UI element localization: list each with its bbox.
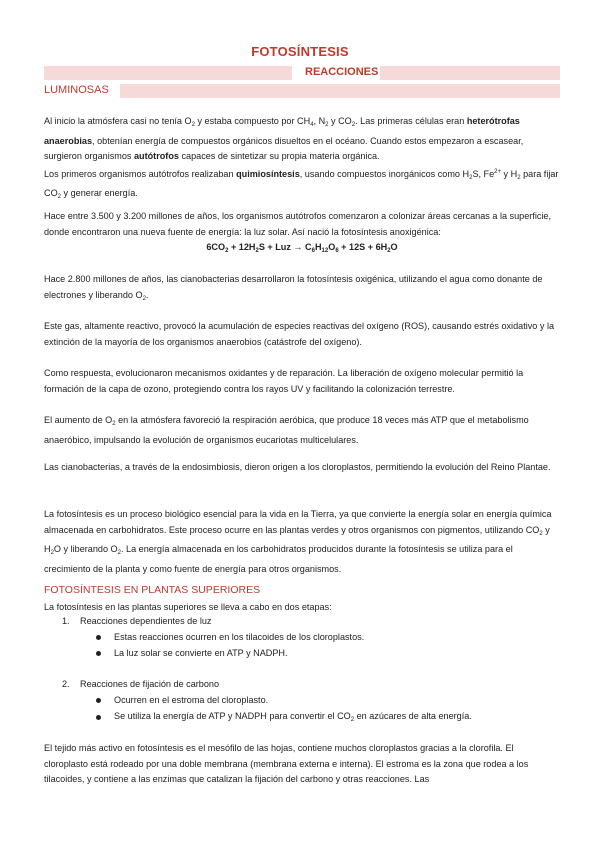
section-plantas-superiores: FOTOSÍNTESIS EN PLANTAS SUPERIORES bbox=[44, 584, 261, 596]
paragraph-fotosintesis: La fotosíntesis es un proceso biológico esencial para la vida en la Tierra, ya que convierte la energía solar en energía química almacenada en carbohidratos. Este proceso ocurre en las plantas verdes y otros organismos con pigmentos, utilizando $CO_2$ y $H_2O$ y liberando $O_2$. La energía almacenada en los carbohidratos producidos durante la fotosíntesis se utiliza para el crecimiento de la planta y como fuente de energía para otros organismos. bbox=[44, 509, 552, 574]
list-item: Estas reacciones ocurren en los tilacoides de los cloroplastos. bbox=[96, 632, 364, 642]
paragraph-endosimbiosis: Las cianobacterias, a través de la endosimbiosis, dieron origen a los cloroplastos, permitiendo la evolución del Reino Plantae. bbox=[44, 462, 551, 472]
subtitle-highlight-left bbox=[44, 66, 292, 80]
section-luminosas: LUMINOSAS bbox=[44, 84, 109, 96]
bullet-icon bbox=[96, 635, 101, 640]
paragraph-ros: Este gas, altamente reactivo, provocó la acumulación de especies reactivas del oxígeno (ROS), causando estrés oxidativo y la extinción de la mayoría de los organismos anaerobios (catástrofe del oxígeno). bbox=[44, 321, 555, 347]
list-item: 1. Reacciones dependientes de luz bbox=[62, 616, 212, 626]
paragraph-atmosfera: Al inicio la atmósfera casi no tenía $O_2$ y estaba compuesto por $CH_4$, $N_2$ y $CO_2$. Las primeras células eran heterótrofas anaerobias, obtenían energía de compuestos orgánicos disueltos en el océano. Cuando estos empezaron a escasear, surgieron organismos autótrofos capaces de sintetizar su propia materia orgánica. Los primeros organismos autótrofos realizaban quimiosíntesis, usando compuestos inorgánicos como $H_2S$, $Fe^{2+}$ y $H_2$ para fijar $CO_2$ y generar energía. bbox=[44, 116, 559, 200]
list-item: Ocurren en el estroma del cloroplasto. bbox=[96, 695, 268, 705]
equation-anoxigenica: $6CO_2 + 12H_2S$ + Luz → $C_6H_{12}O_6 + 12S + 6H_2O$ bbox=[206, 242, 398, 254]
intro-etapas: La fotosíntesis en las plantas superiores se lleva a cabo en dos etapas: bbox=[44, 602, 332, 612]
luminosas-highlight bbox=[120, 84, 560, 98]
paragraph-aerobica: El aumento de $O_2$ en la atmósfera favoreció la respiración aeróbica, que produce 18 veces más ATP que el metabolismo anaeróbico, impulsando la evolución de organismos eucariotas multicelulares. bbox=[44, 415, 529, 445]
bullet-icon bbox=[96, 698, 101, 703]
list-item: 2. Reacciones de fijación de carbono bbox=[62, 679, 220, 689]
paragraph-cianobacterias: Hace 2.800 millones de años, las cianobacterias desarrollaron la fotosíntesis oxigénica, utilizando el agua como donante de electrones y liberando $O_2$. bbox=[44, 274, 543, 302]
paragraph-anoxigenica: Hace entre 3.500 y 3.200 millones de años, los organismos autótrofos comenzaron a colonizar áreas cercanas a la superficie, donde encontraron una nueva fuente de energía: la luz solar. Así nació la fotosíntesis anoxigénica: $6CO_2 + 12H_2S$ + Luz → $C_6H_{12}O_6 + 12S + 6H_2O$ bbox=[44, 209, 560, 260]
paragraph-ozono: Como respuesta, evolucionaron mecanismos oxidantes y de reparación. La liberación de oxígeno molecular permitió la formación de la capa de ozono, protegiendo contra los rayos UV y facilitando la colonización terrestre. bbox=[44, 368, 524, 394]
subtitle-reacciones: REACCIONES bbox=[305, 66, 379, 78]
bullet-icon bbox=[96, 715, 101, 720]
paragraph-mesofilo: El tejido más activo en fotosíntesis es el mesófilo de las hojas, contiene muchos cloroplastos gracias a la clorofila. El cloroplasto está rodeado por una doble membrana (membrana externa e interna). El estroma es la zona que rodea a los tilacoides, y contiene a las enzimas que catalizan la fijación del carbono y otras reacciones. Las bbox=[44, 743, 529, 784]
page-title: FOTOSÍNTESIS bbox=[251, 44, 349, 59]
list-item: Se utiliza la energía de ATP y NADPH para convertir el $CO_2$ en azúcares de alta energía. bbox=[96, 711, 472, 723]
subtitle-highlight-right bbox=[380, 66, 560, 80]
list-item: La luz solar se convierte en ATP y NADPH. bbox=[96, 648, 288, 658]
bullet-icon bbox=[96, 651, 101, 656]
